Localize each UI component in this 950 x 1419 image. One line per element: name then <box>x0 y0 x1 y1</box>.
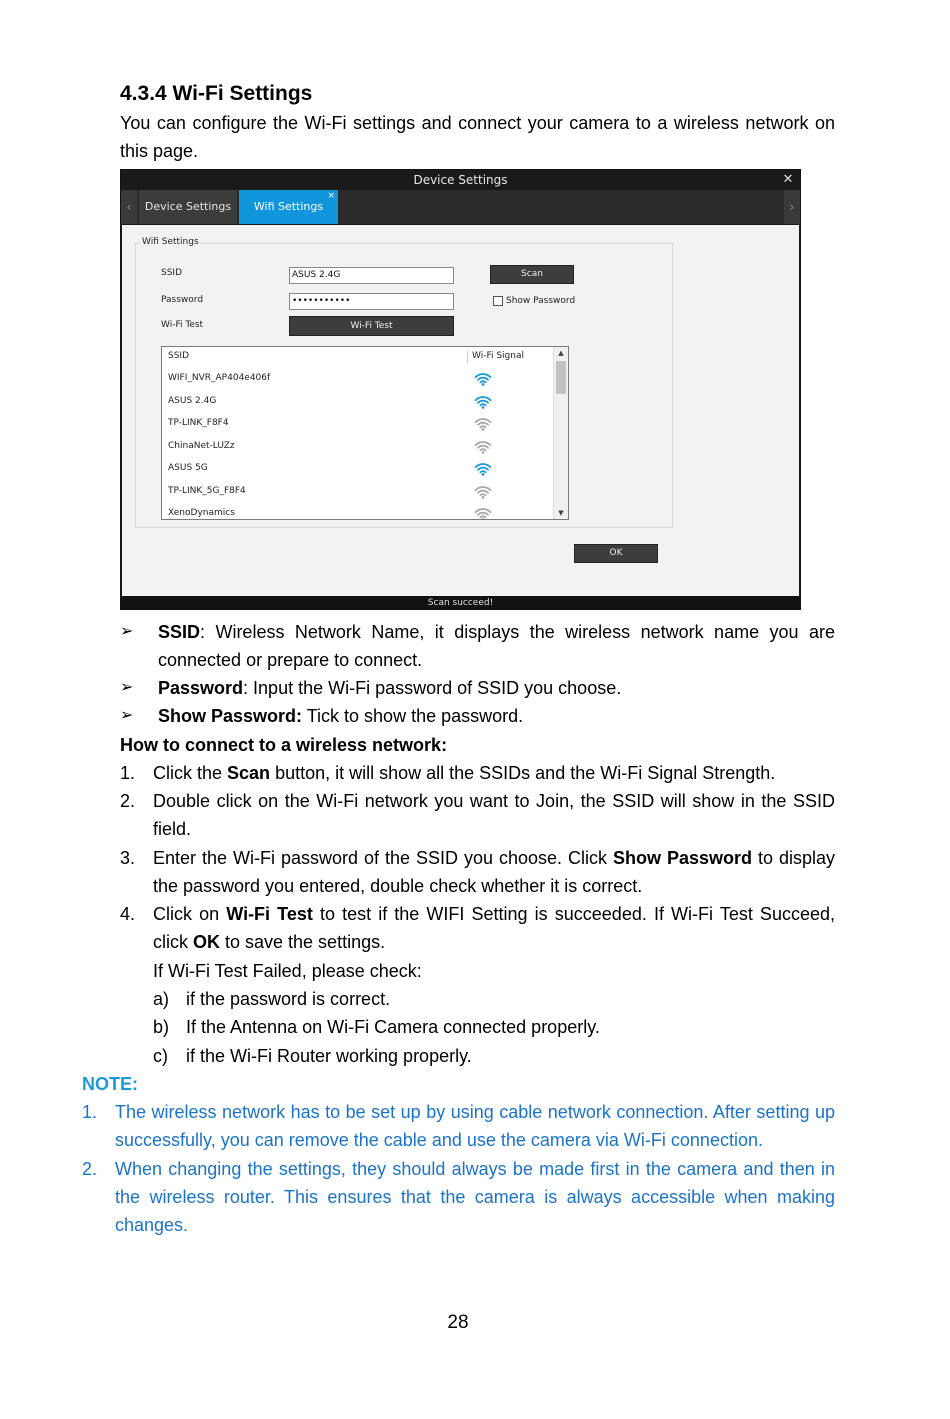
wifi-network-list[interactable] <box>161 346 569 520</box>
list-header-divider <box>467 351 468 363</box>
list-item[interactable] <box>162 482 552 504</box>
step-bold: Show Password <box>612 848 752 868</box>
note-item-2: When changing the settings, they should always be made first in the camera and then in the wireless router. This ensures that the camera is always accessible when making changes. <box>115 1159 835 1235</box>
note-item-1: The wireless network has to be set up by using cable network connection. After setting up successfully, you can remove the cable and use the camera via Wi-Fi connection. <box>115 1102 835 1150</box>
wifi-signal-icon <box>474 439 492 458</box>
section-heading: 4.3.4 Wi-Fi Settings <box>120 82 313 105</box>
tab-wifi-settings-label: Wifi Settings <box>253 200 324 213</box>
check-item: If the Antenna on Wi-Fi Camera connected properly. <box>186 1017 600 1037</box>
bullet-term: Show Password: <box>158 706 303 726</box>
list-header-signal: Wi-Fi Signal <box>472 351 524 361</box>
list-item[interactable] <box>162 504 552 520</box>
bullet-arrow-icon: ➢ <box>120 679 134 696</box>
wifi-signal-icon <box>474 371 492 390</box>
bullet-arrow-icon: ➢ <box>120 623 134 640</box>
network-ssid: ASUS 5G <box>168 463 208 473</box>
tab-device-settings[interactable]: Device Settings <box>139 190 237 224</box>
network-ssid: WIFI_NVR_AP404e406f <box>168 373 271 383</box>
step-2: Double click on the Wi-Fi network you want to Join, the SSID will show in the SSID field. <box>153 791 835 839</box>
step-bold: Wi-Fi Test <box>226 904 313 924</box>
step-text: Enter the Wi-Fi password of the SSID you choose. Click <box>153 848 613 868</box>
show-password-label: Show Password <box>506 296 576 306</box>
note-number: 1. <box>82 1102 98 1122</box>
fail-intro: If Wi-Fi Test Failed, please check: <box>153 961 422 981</box>
wifi-signal-icon <box>474 416 492 435</box>
tab-wifi-settings[interactable] <box>239 190 338 224</box>
wifi-signal-icon <box>474 394 492 413</box>
check-letter: b) <box>153 1017 170 1037</box>
step-text: Click on <box>153 904 227 924</box>
wifi-test-button[interactable]: Wi-Fi Test <box>289 316 454 336</box>
step-bold: OK <box>193 932 220 952</box>
network-ssid: TP-LINK_F8F4 <box>168 418 229 428</box>
step-number: 1. <box>120 763 136 783</box>
intro-paragraph: You can configure the Wi-Fi settings and connect your camera to a wireless network on this page. <box>120 113 835 161</box>
ssid-label: SSID <box>161 268 183 278</box>
network-ssid: ASUS 2.4G <box>168 395 217 406</box>
list-item[interactable] <box>162 392 552 414</box>
group-label: Wifi Settings <box>142 237 199 247</box>
page-number: 28 <box>447 1312 469 1333</box>
step-text: Click the <box>153 763 228 783</box>
step-number: 2. <box>120 791 136 811</box>
scan-button[interactable]: Scan <box>490 265 574 284</box>
wifi-signal-icon <box>474 506 492 520</box>
bullet-show-password <box>158 702 835 730</box>
scroll-up-icon[interactable]: ▲ <box>558 349 564 357</box>
bullet-ssid <box>158 618 835 674</box>
bullet-text: : Wireless Network Name, it displays the wireless network name you are connected or prepare to connect. <box>158 622 835 670</box>
check-item: if the password is correct. <box>186 989 391 1009</box>
ok-button[interactable]: OK <box>574 544 658 563</box>
ssid-input[interactable]: ASUS 2.4G <box>289 267 454 284</box>
wifi-signal-icon <box>474 484 492 503</box>
how-to-heading: How to connect to a wireless network: <box>120 735 448 755</box>
check-item: if the Wi-Fi Router working properly. <box>186 1046 472 1066</box>
list-item[interactable] <box>162 414 552 436</box>
list-item[interactable] <box>162 459 552 481</box>
window-title: Device Settings <box>413 173 508 187</box>
wifi-signal-icon <box>474 461 492 480</box>
bullet-password <box>158 674 835 702</box>
step-text: button, it will show all the SSIDs and the Wi-Fi Signal Strength. <box>270 763 776 783</box>
wifi-settings-panel <box>122 225 799 596</box>
check-letter: a) <box>153 989 170 1009</box>
step-number: 4. <box>120 904 136 924</box>
password-label: Password <box>161 295 204 305</box>
bullet-text: Tick to show the password. <box>302 706 524 726</box>
device-settings-window <box>120 169 801 610</box>
network-ssid: ChinaNet-LUZz <box>168 440 235 451</box>
step-1 <box>153 759 835 787</box>
step-text: to save the settings. <box>220 932 386 952</box>
list-item[interactable] <box>162 369 552 391</box>
network-ssid: XenoDynamics <box>168 508 235 518</box>
scroll-thumb[interactable] <box>556 361 566 394</box>
list-item[interactable] <box>162 437 552 459</box>
tab-bar <box>121 190 800 224</box>
bullet-term: SSID <box>158 622 201 642</box>
step-number: 3. <box>120 848 136 868</box>
chevron-right-icon[interactable]: › <box>784 190 800 224</box>
step-bold: Scan <box>227 763 271 783</box>
bullet-term: Password <box>158 678 244 698</box>
wifi-test-label: Wi-Fi Test <box>161 320 204 330</box>
bullet-text: : Input the Wi-Fi password of SSID you choose. <box>243 678 622 698</box>
check-letter: c) <box>153 1046 168 1066</box>
list-scrollbar[interactable] <box>553 347 568 519</box>
chevron-left-icon[interactable]: ‹ <box>121 190 137 224</box>
bullet-arrow-icon: ➢ <box>120 707 134 724</box>
list-header-ssid: SSID <box>168 351 190 361</box>
network-ssid: TP-LINK_5G_F8F4 <box>168 485 246 496</box>
status-bar: Scan succeed! <box>121 596 800 610</box>
note-number: 2. <box>82 1159 98 1179</box>
step-text: to test if the WIFI Setting is succeeded. If Wi-Fi Test Succeed, click <box>153 904 835 952</box>
step-4 <box>153 900 835 956</box>
show-password-checkbox[interactable] <box>493 296 503 306</box>
close-icon[interactable]: ✕ <box>782 172 794 187</box>
password-input[interactable]: ••••••••••• <box>289 293 454 310</box>
tab-close-icon[interactable]: × <box>327 191 335 201</box>
step-3 <box>153 844 835 900</box>
scroll-down-icon[interactable]: ▼ <box>558 509 564 517</box>
note-heading: NOTE: <box>82 1074 138 1094</box>
step-text: to display the password you entered, double check whether it is correct. <box>153 848 835 896</box>
